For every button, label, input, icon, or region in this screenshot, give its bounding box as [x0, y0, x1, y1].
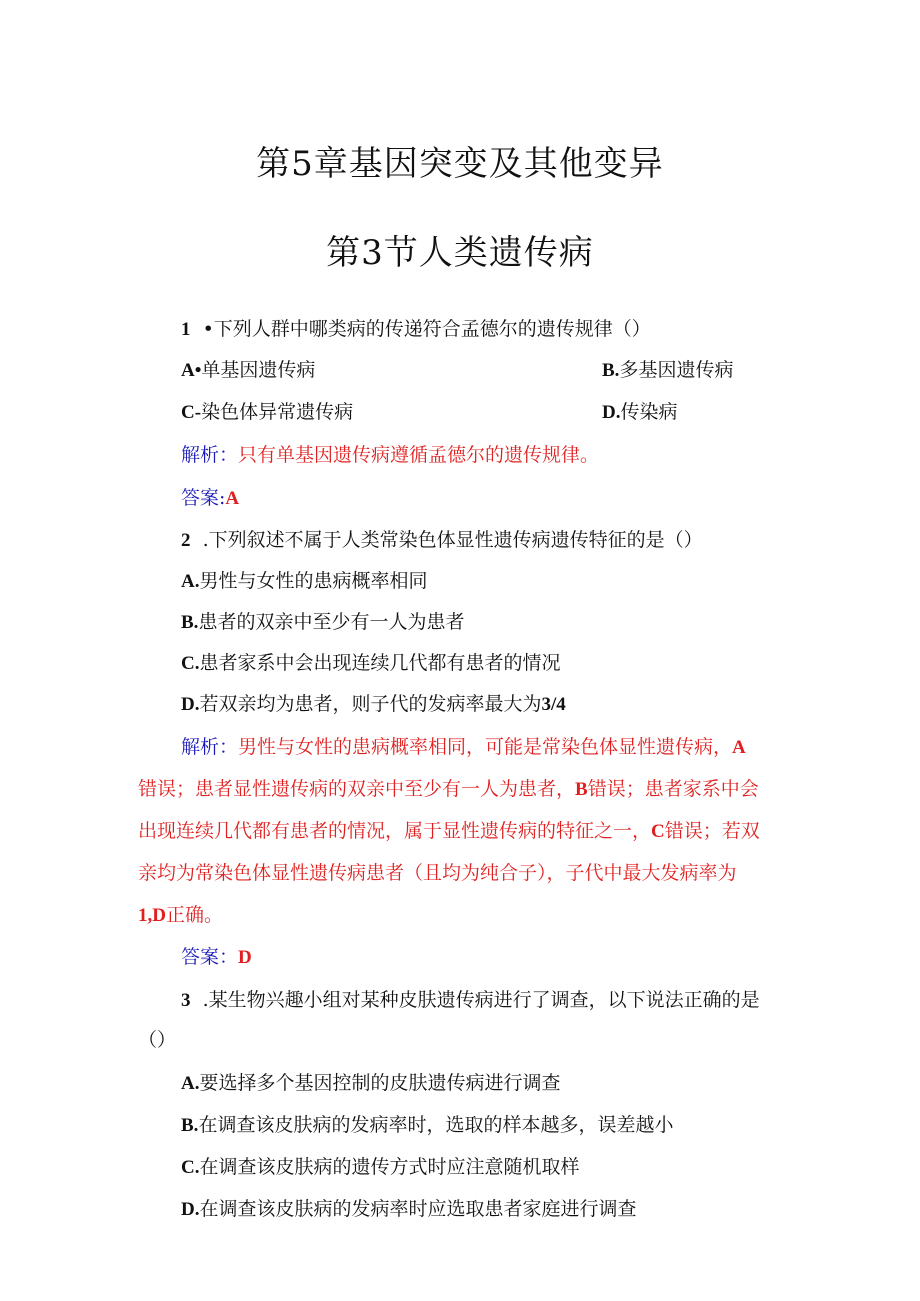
question-1-options-row-1	[181, 358, 881, 383]
question-2-analysis-line-2	[138, 777, 759, 802]
analysis-label: 解析：	[181, 736, 239, 758]
question-3-stem-continued: （）	[138, 1029, 177, 1051]
option-text: 在调查该皮肤病的遗传方式时应注意随机取样	[199, 1156, 580, 1178]
question-2-option-b	[181, 610, 464, 635]
option-text: 在调查该皮肤病的发病率时，选取的样本越多，误差越小	[198, 1114, 674, 1136]
question-2-answer	[181, 945, 252, 970]
option-letter: B.	[602, 360, 620, 381]
answer-label: 答案：	[181, 946, 239, 968]
question-3-option-d	[181, 1197, 637, 1222]
option-letter: B.	[181, 612, 199, 633]
question-number: 1	[181, 319, 191, 340]
question-2-analysis-line-3	[138, 819, 760, 844]
option-letter: C.	[181, 653, 200, 674]
option-letter: A.	[181, 1073, 200, 1094]
analysis-letter: B	[575, 779, 588, 800]
analysis-text: 错误；患者显性遗传病的双亲中至少有一人为患者，	[138, 778, 576, 800]
question-number: 3	[181, 990, 191, 1011]
question-2-analysis-line-1	[181, 735, 746, 760]
analysis-text: 出现连续几代都有患者的情况，属于显性遗传病的特征之一，	[138, 820, 652, 842]
analysis-letter: 1,D	[138, 905, 166, 926]
option-text: 多基因遗传病	[619, 359, 734, 381]
question-2-stem	[181, 528, 703, 553]
option-letter: D.	[181, 1199, 200, 1220]
question-text: .下列叙述不属于人类常染色体显性遗传病遗传特征的是（）	[202, 529, 703, 551]
answer-value: D	[238, 947, 252, 968]
question-1-answer	[181, 486, 239, 511]
question-text: .某生物兴趣小组对某种皮肤遗传病进行了调查，以下说法正确的是	[202, 989, 760, 1011]
question-2-option-c	[181, 651, 561, 676]
question-3-stem	[181, 988, 760, 1013]
option-b	[602, 358, 733, 383]
question-1-options-row-2	[181, 400, 881, 425]
option-letter: D.	[602, 402, 621, 423]
option-letter: D.	[181, 694, 200, 715]
section-title: 第3节人类遗传病	[326, 233, 594, 273]
question-3-option-a	[181, 1071, 561, 1096]
analysis-text: 错误；患者家系中会	[587, 778, 759, 800]
analysis-text: 男性与女性的患病概率相同，可能是常染色体显性遗传病，	[238, 736, 733, 758]
option-text: 在调查该皮肤病的发病率时应选取患者家庭进行调查	[199, 1198, 637, 1220]
answer-label: 答案:	[181, 487, 226, 509]
question-text: •下列人群中哪类病的传递符合孟德尔的遗传规律（）	[202, 318, 651, 340]
question-3-option-b	[181, 1113, 673, 1138]
option-text: 传染病	[620, 401, 678, 423]
question-2-analysis-line-5	[138, 903, 223, 928]
option-letter: B.	[181, 1115, 199, 1136]
question-3-option-c	[181, 1155, 580, 1180]
analysis-letter: C	[651, 821, 665, 842]
option-text: 若双亲均为患者，则子代的发病率最大为	[199, 693, 542, 715]
analysis-text: 错误；若双	[664, 820, 760, 842]
option-letter: A•	[181, 360, 202, 381]
chapter-title: 第5章基因突变及其他变异	[256, 144, 664, 184]
analysis-text: 正确。	[165, 904, 223, 926]
option-text: 染色体异常遗传病	[201, 401, 354, 423]
question-2-option-d	[181, 692, 566, 717]
option-c	[181, 401, 353, 423]
question-2-option-a	[181, 569, 428, 594]
option-letter: A.	[181, 571, 200, 592]
question-number: 2	[181, 530, 191, 551]
analysis-label: 解析：	[181, 444, 239, 466]
analysis-text: 只有单基因遗传病遵循孟德尔的遗传规律。	[238, 444, 600, 466]
question-1-stem	[181, 317, 651, 342]
option-letter: C-	[181, 402, 202, 423]
question-1-analysis	[181, 443, 599, 467]
option-text: 单基因遗传病	[201, 359, 316, 381]
question-2-analysis-line-4	[138, 861, 737, 885]
answer-value: A	[225, 488, 240, 509]
option-letter: C.	[181, 1157, 200, 1178]
option-text: 患者的双亲中至少有一人为患者	[198, 611, 465, 633]
option-text: 男性与女性的患病概率相同	[199, 570, 428, 592]
analysis-text: 亲均为常染色体显性遗传病患者（且均为纯合子），子代中最大发病率为	[138, 862, 737, 884]
option-a	[181, 359, 315, 381]
option-text: 患者家系中会出现连续几代都有患者的情况	[199, 652, 561, 674]
option-d	[602, 400, 678, 425]
option-text: 要选择多个基因控制的皮肤遗传病进行调查	[199, 1072, 561, 1094]
option-value: 3/4	[541, 694, 566, 715]
analysis-letter: A	[732, 737, 746, 758]
